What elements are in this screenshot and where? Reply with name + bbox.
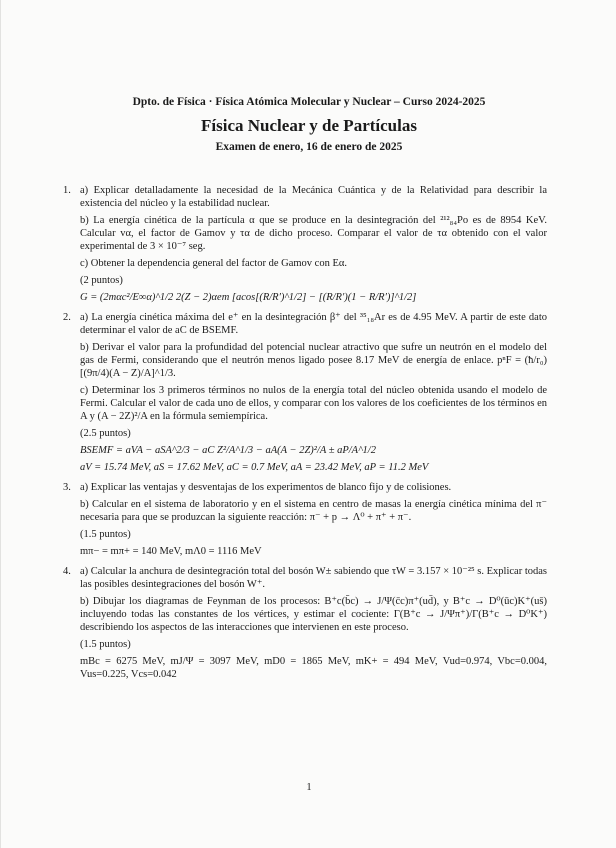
department-course-header: Dpto. de Física · Física Atómica Molecular y Nuclear – Curso 2024-2025 (132, 96, 486, 108)
question-3 (63, 481, 547, 558)
question-points: (2.5 puntos) (80, 428, 131, 439)
mass-constants: mπ− = mπ+ = 140 MeV, mΛ0 = 1116 MeV (80, 546, 262, 557)
mass-and-ckm-constants: mBc = 6275 MeV, mJ/Ψ = 3097 MeV, mD0 = 1865 MeV, mK+ = 494 MeV, Vud=0.974, Vbc=0.004, Vus=0.225, Vcs=0.042 (80, 656, 547, 680)
question-number: 1. (63, 185, 71, 196)
question-part-b: b) Calcular en el sistema de laboratorio y en el sistema en centro de masas la energía cinética mínima del π⁻ necesaria para que se produzcan la siguiente reacción: π⁻ + p → Λ⁰ + π⁺ + π⁻. (80, 499, 547, 523)
question-list (63, 184, 547, 685)
question-part-a: a) Explicar detalladamente la necesidad de la Mecánica Cuántica y de la Relatividad para describir la existencia del núcleo y la estabilidad nuclear. (80, 185, 547, 209)
question-part-c: c) Determinar los 3 primeros términos no nulos de la energía total del núcleo obtenida usando el modelo de Fermi. Calcular el valor de cada uno de ellos, y comparar con los valores de los coeficientes de los términos en A y (A − 2Z)²/A en la fórmula semiempírica. (80, 385, 547, 422)
question-4 (63, 565, 547, 681)
question-points: (1.5 puntos) (80, 529, 131, 540)
question-number: 3. (63, 482, 71, 493)
question-part-c: c) Obtener la dependencia general del factor de Gamov con Eα. (80, 258, 347, 269)
page-number: 1 (306, 782, 312, 793)
question-part-a: a) La energía cinética máxima del e⁺ en la desintegración β⁺ del ³⁵₁₈Ar es de 4.95 MeV. A partir de este dato determinar el valor de aC de BSEMF. (80, 312, 547, 336)
semf-formula: BSEMF = aVA − aSA^2/3 − aC Z²/A^1/3 − aA(A − 2Z)²/A ± aP/A^1/2 (80, 445, 376, 456)
question-number: 2. (63, 312, 71, 323)
question-part-a: a) Explicar las ventajas y desventajas de los experimentos de blanco fijo y de colisiones. (80, 482, 452, 493)
question-part-b: b) Derivar el valor para la profundidad del potencial nuclear atractivo que sufre un neutrón en el modelo del gas de Fermi, considerando que el neutrón menos ligado posee 8.17 MeV de energía de enlace. pⁿF = (ħ/r₀)[(9π/4)(A − Z)/A]^1/3. (80, 342, 547, 379)
exam-date-subtitle: Examen de enero, 16 de enero de 2025 (215, 141, 403, 153)
question-part-a: a) Calcular la anchura de desintegración total del bosón W± sabiendo que τW = 3.157 × 10⁻²⁵ s. Explicar todas las posibles desintegraciones del bosón W⁺. (80, 566, 547, 590)
question-points: (1.5 puntos) (80, 639, 131, 650)
gamow-formula: G = (2mαc²/E∞α)^1/2 2(Z − 2)αem [acos[(R/R′)^1/2] − [(R/R′)(1 − R/R′)]^1/2] (80, 292, 417, 303)
question-part-b: b) La energía cinética de la partícula α que se produce en la desintegración del ²¹²₈₄Po es de 8954 KeV. Calcular vα, el factor de Gamov y τα de dicho proceso. Comparar el valor de τα obtenido con el valor experimental de 3 × 10⁻⁷ seg. (80, 215, 547, 252)
question-1 (63, 184, 547, 304)
question-points: (2 puntos) (80, 275, 123, 286)
question-number: 4. (63, 566, 71, 577)
semf-constants: aV = 15.74 MeV, aS = 17.62 MeV, aC = 0.7 MeV, aA = 23.42 MeV, aP = 11.2 MeV (80, 462, 429, 473)
question-2 (63, 311, 547, 474)
question-part-b: b) Dibujar los diagramas de Feynman de los procesos: B⁺c(b̄c) → J/Ψ(c̄c)π⁺(ud̄), y B⁺c → D⁰(ūc)K⁺(us̄) incluyendo todas las constantes de los vértices, y estimar el cociente: Γ(B⁺c → J/Ψπ⁺)/Γ(B⁺c → D⁰K⁺) describiendo los aspectos de las interacciones que intervienen en este proceso. (80, 596, 547, 633)
page-title: Física Nuclear y de Partículas (201, 116, 417, 135)
